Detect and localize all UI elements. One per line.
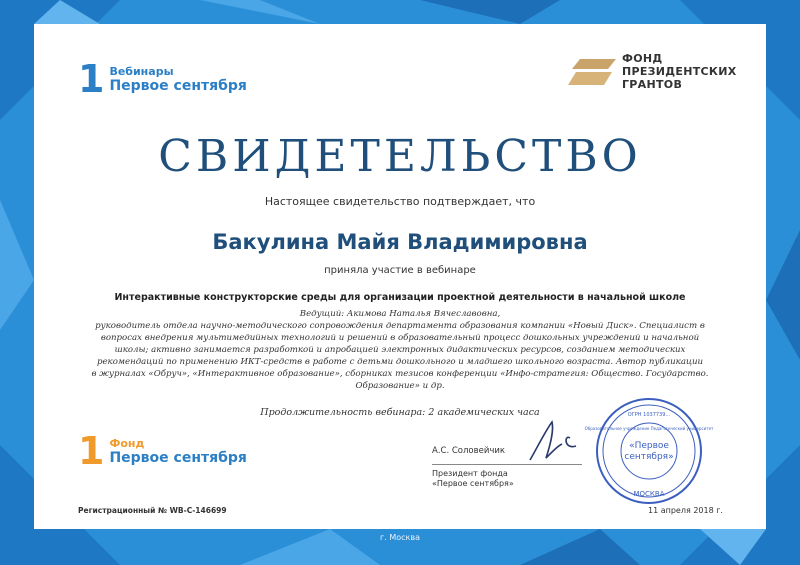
city-label: г. Москва bbox=[380, 533, 420, 542]
grants-logo-text bbox=[622, 52, 736, 91]
registration-number: Регистрационный № WB-С-146699 bbox=[78, 506, 227, 515]
webinars-logo-small: Вебинары bbox=[109, 64, 174, 78]
stamp-center-line-1: «Первое bbox=[629, 441, 669, 451]
webinar-title: Интерактивные конструкторские среды для организации проектной деятельности в начальной школе bbox=[114, 292, 686, 303]
presenter-line: рекомендаций по применению ИКТ-средств в работе с детьми дошкольного и младшего школьного возраста. Автор публикации bbox=[96, 357, 704, 367]
grants-line-1: ФОНД bbox=[622, 52, 663, 65]
took-part-text: приняла участие в вебинаре bbox=[324, 265, 476, 276]
fund-logo-big: Первое сентября bbox=[109, 449, 247, 466]
signer-role-line-1: Президент фонда bbox=[432, 469, 508, 478]
stamp-ring-top: ОГРН 1037739... bbox=[627, 412, 671, 418]
presenter-line: руководитель отдела научно-методического сопровождения департамента образования компании «Новый Диск». Специалист в bbox=[95, 321, 705, 331]
certificate-paper bbox=[34, 24, 766, 529]
certificate-title: СВИДЕТЕЛЬСТВО bbox=[158, 131, 642, 182]
stamp-ring-bottom: МОСКВА bbox=[633, 490, 665, 498]
presenter-line: Образование» и др. bbox=[355, 381, 445, 391]
handwritten-signature bbox=[524, 416, 594, 466]
confirms-text: Настоящее свидетельство подтверждает, что bbox=[264, 195, 536, 208]
webinars-logo-big: Первое сентября bbox=[109, 77, 247, 94]
logo-one-glyph: 1 bbox=[78, 57, 105, 101]
stamp-institution-text: Образовательное учреждение Педагогический университет bbox=[584, 426, 714, 431]
presenter-line: в журналах «Обруч», «Интерактивное образование», сборниках тезисов конференции «Инфо-стратегия: Общество. Государство. bbox=[91, 369, 709, 379]
issue-date: 11 апреля 2018 г. bbox=[648, 506, 723, 515]
fund-logo bbox=[78, 429, 247, 473]
stamp-center-line-2: сентября» bbox=[624, 452, 674, 462]
webinars-logo-text bbox=[109, 65, 246, 94]
grants-flag-icon bbox=[572, 59, 616, 85]
fund-logo-small: Фонд bbox=[109, 436, 145, 450]
fund-logo-text bbox=[109, 437, 246, 466]
presidential-grants-logo bbox=[572, 52, 736, 91]
official-stamp bbox=[584, 396, 714, 506]
webinar-duration: Продолжительность вебинара: 2 академических часа bbox=[260, 407, 540, 418]
webinars-logo bbox=[78, 57, 247, 101]
grants-line-3: ГРАНТОВ bbox=[622, 78, 683, 91]
grants-line-2: ПРЕЗИДЕНТСКИХ bbox=[622, 65, 737, 78]
signer-name: А.С. Соловейчик bbox=[432, 446, 506, 456]
presenter-line: Ведущий: Акимова Наталья Вячеславовна, bbox=[299, 309, 501, 319]
presenter-line: школы; активно занимается разработкой и апробацией электронных дидактических ресурсов, созданием методических bbox=[114, 345, 686, 355]
recipient-name: Бакулина Майя Владимировна bbox=[212, 230, 588, 254]
presenter-line: вопросах внедрения мультимедийных технологий и решений в образовательный процесс дошкольных учреждений и начальной bbox=[100, 333, 700, 343]
presenter-description bbox=[54, 308, 746, 392]
signer-role-line-2: «Первое сентября» bbox=[432, 479, 514, 488]
signer-role bbox=[432, 469, 572, 489]
fund-logo-one-glyph: 1 bbox=[78, 429, 105, 473]
